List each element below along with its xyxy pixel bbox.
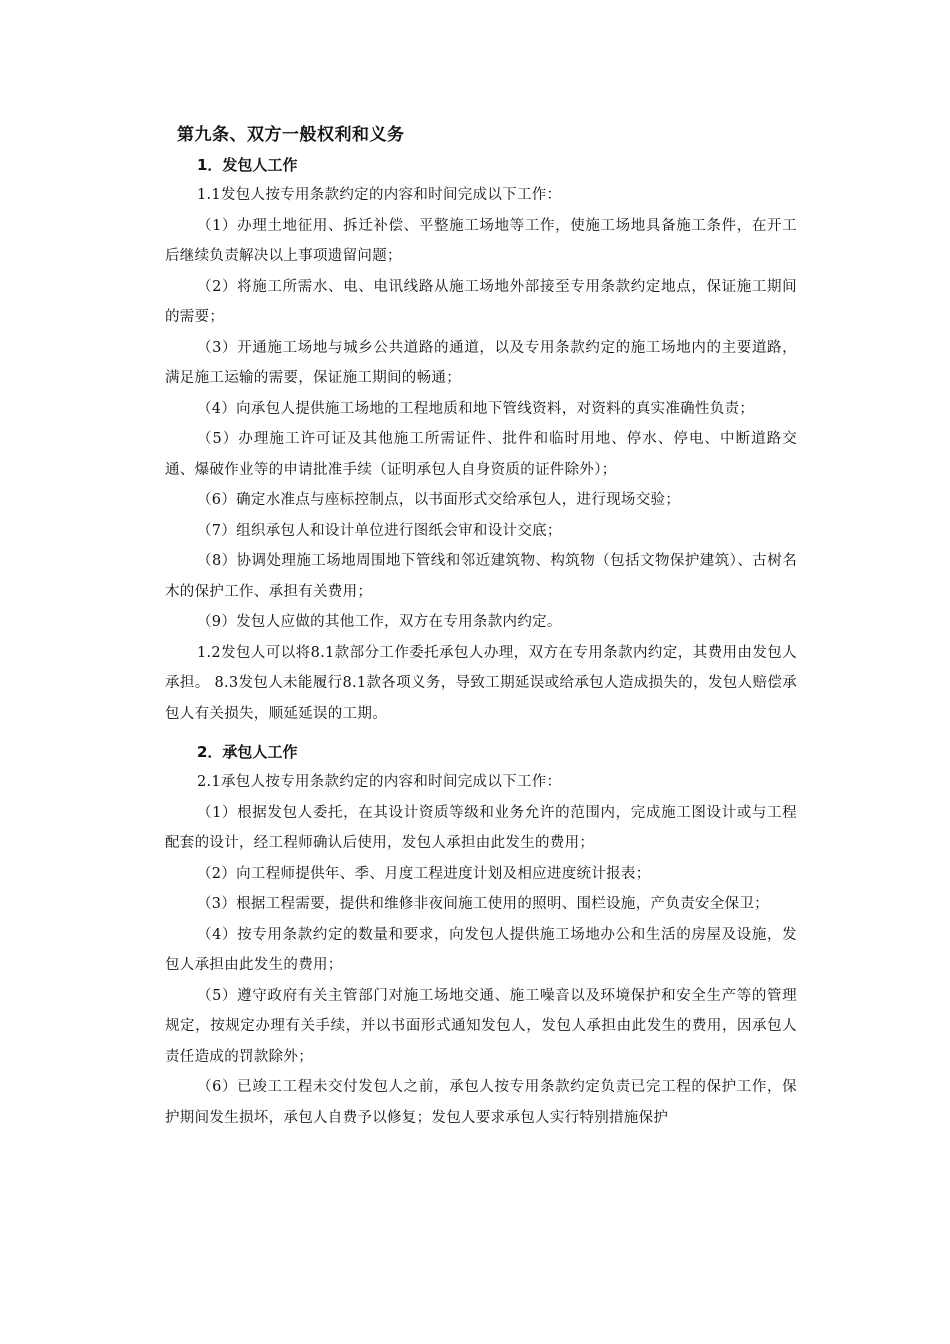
list-item: （4）按专用条款约定的数量和要求，向发包人提供施工场地办公和生活的房屋及设施，发包人承担由此发生的费用； [165, 926, 797, 973]
list-item: （2）向工程师提供年、季、月度工程进度计划及相应进度统计报表； [197, 865, 651, 882]
list-item: （1）根据发包人委托，在其设计资质等级和业务允许的范围内，完成施工图设计或与工程配套的设计，经工程师确认后使用，发包人承担由此发生的费用； [165, 804, 797, 851]
list-item: （3）根据工程需要，提供和维修非夜间施工使用的照明、围栏设施，产负责安全保卫； [197, 896, 769, 912]
list-item: （3）开通施工场地与城乡公共道路的通道，以及专用条款约定的施工场地内的主要道路，满足施工运输的需要，保证施工期间的畅通； [165, 339, 797, 386]
section-heading-contractor: 2．承包人工作 [197, 743, 298, 761]
section-heading-employer: 1．发包人工作 [197, 156, 298, 174]
list-item: （5）办理施工许可证及其他施工所需证件、批件和临时用地、停水、停电、中断道路交通、爆破作业等的申请批准手续（证明承包人自身资质的证件除外）； [165, 431, 797, 478]
list-item: （1）办理土地征用、拆迁补偿、平整施工场地等工作，使施工场地具备施工条件，在开工后继续负责解决以上事项遗留问题； [165, 217, 797, 264]
article-title: 第九条、双方一般权利和义务 [177, 125, 405, 145]
list-item: （6）确定水准点与座标控制点，以书面形式交给承包人，进行现场交验； [197, 492, 681, 508]
section-intro-contractor: 2.1承包人按专用条款约定的内容和时间完成以下工作： [197, 774, 562, 790]
list-item: （5）遵守政府有关主管部门对施工场地交通、施工噪音以及环境保护和安全生产等的管理规定，按规定办理有关手续，并以书面形式通知发包人，发包人承担由此发生的费用，因承包人责任造成的罚款除外； [165, 987, 797, 1065]
section-intro-employer: 1.1发包人按专用条款约定的内容和时间完成以下工作： [197, 187, 562, 203]
list-item: （9）发包人应做的其他工作，双方在专用条款内约定。 [197, 614, 562, 630]
list-item: （4）向承包人提供施工场地的工程地质和地下管线资料，对资料的真实准确性负责； [197, 400, 755, 417]
list-item: （8）协调处理施工场地周围地下管线和邻近建筑物、构筑物（包括文物保护建筑）、古树名木的保护工作、承担有关费用； [165, 553, 797, 600]
section-closing-employer: 1.2发包人可以将8.1款部分工作委托承包人办理，双方在专用条款内约定，其费用由发包人承担。 8.3发包人未能履行8.1款各项义务，导致工期延误或给承包人造成损失的，发包人赔偿承包人有关损失，顺延延误的工期。 [165, 644, 797, 722]
list-item: （7）组织承包人和设计单位进行图纸会审和设计交底； [197, 522, 562, 539]
list-item: （6）已竣工工程未交付发包人之前，承包人按专用条款约定负责已完工程的保护工作，保护期间发生损坏，承包人自费予以修复；发包人要求承包人实行特别措施保护 [165, 1079, 797, 1126]
list-item: （2）将施工所需水、电、电讯线路从施工场地外部接至专用条款约定地点，保证施工期间的需要； [165, 278, 797, 325]
document-body [165, 120, 797, 1133]
